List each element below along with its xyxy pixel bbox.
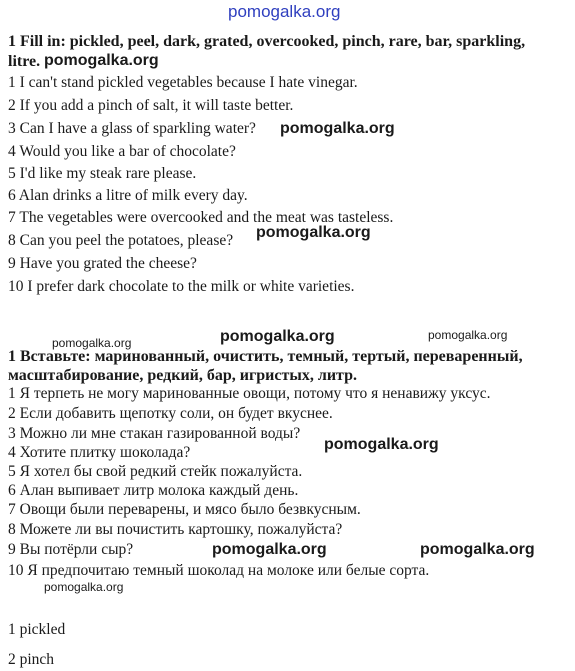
watermark: pomogalka.org	[256, 224, 371, 241]
answer-2: 2 pinch	[8, 651, 55, 668]
watermark-top: pomogalka.org	[228, 2, 341, 21]
english-line-5: 5 I'd like my steak rare please.	[8, 165, 197, 182]
english-line-9: 9 Have you grated the cheese?	[8, 255, 197, 272]
watermark: pomogalka.org	[44, 580, 124, 594]
russian-line-5: 5 Я хотел бы свой редкий стейк пожалуйста.	[8, 463, 303, 480]
russian-line-9: 9 Вы потёрли сыр?	[8, 541, 134, 558]
english-line-2: 2 If you add a pinch of salt, it will taste better.	[8, 97, 294, 114]
russian-line-4: 4 Хотите плитку шоколада?	[8, 444, 191, 461]
russian-heading-line2: масштабирование, редкий, бар, игристых, литр.	[8, 367, 357, 384]
watermark: pomogalka.org	[52, 336, 132, 350]
russian-heading-line1: 1 Вставьте: маринованный, очистить, темный, тертый, переваренный,	[8, 348, 523, 365]
english-line-7: 7 The vegetables were overcooked and the meat was tasteless.	[8, 209, 394, 226]
english-line-6: 6 Alan drinks a litre of milk every day.	[8, 187, 248, 204]
english-line-8: 8 Can you peel the potatoes, please?	[8, 232, 234, 249]
russian-line-10: 10 Я предпочитаю темный шоколад на молоке или белые сорта.	[8, 562, 430, 579]
watermark: pomogalka.org	[420, 541, 535, 558]
watermark: pomogalka.org	[324, 436, 439, 453]
russian-line-2: 2 Если добавить щепотку соли, он будет вкуснее.	[8, 405, 333, 422]
watermark: pomogalka.org	[280, 120, 395, 137]
russian-line-3: 3 Можно ли мне стакан газированной воды?	[8, 425, 301, 442]
english-line-4: 4 Would you like a bar of chocolate?	[8, 143, 236, 160]
watermark: pomogalka.org	[220, 328, 335, 345]
english-line-10: 10 I prefer dark chocolate to the milk or white varieties.	[8, 278, 355, 295]
russian-line-6: 6 Алан выпивает литр молока каждый день.	[8, 482, 299, 499]
english-line-3: 3 Can I have a glass of sparkling water?	[8, 120, 256, 137]
english-heading-line1: 1 Fill in: pickled, peel, dark, grated, overcooked, pinch, rare, bar, sparkling,	[8, 33, 526, 50]
russian-line-8: 8 Можете ли вы почистить картошку, пожалуйста?	[8, 521, 343, 538]
russian-line-1: 1 Я терпеть не могу маринованные овощи, потому что я ненавижу уксус.	[8, 385, 491, 402]
english-heading-line2: litre.	[8, 53, 41, 70]
answer-1: 1 pickled	[8, 621, 66, 638]
english-line-1: 1 I can't stand pickled vegetables because I hate vinegar.	[8, 74, 358, 91]
watermark: pomogalka.org	[428, 328, 508, 342]
watermark: pomogalka.org	[44, 52, 159, 69]
watermark: pomogalka.org	[212, 541, 327, 558]
russian-line-7: 7 Овощи были переварены, и мясо было безвкусным.	[8, 501, 361, 518]
